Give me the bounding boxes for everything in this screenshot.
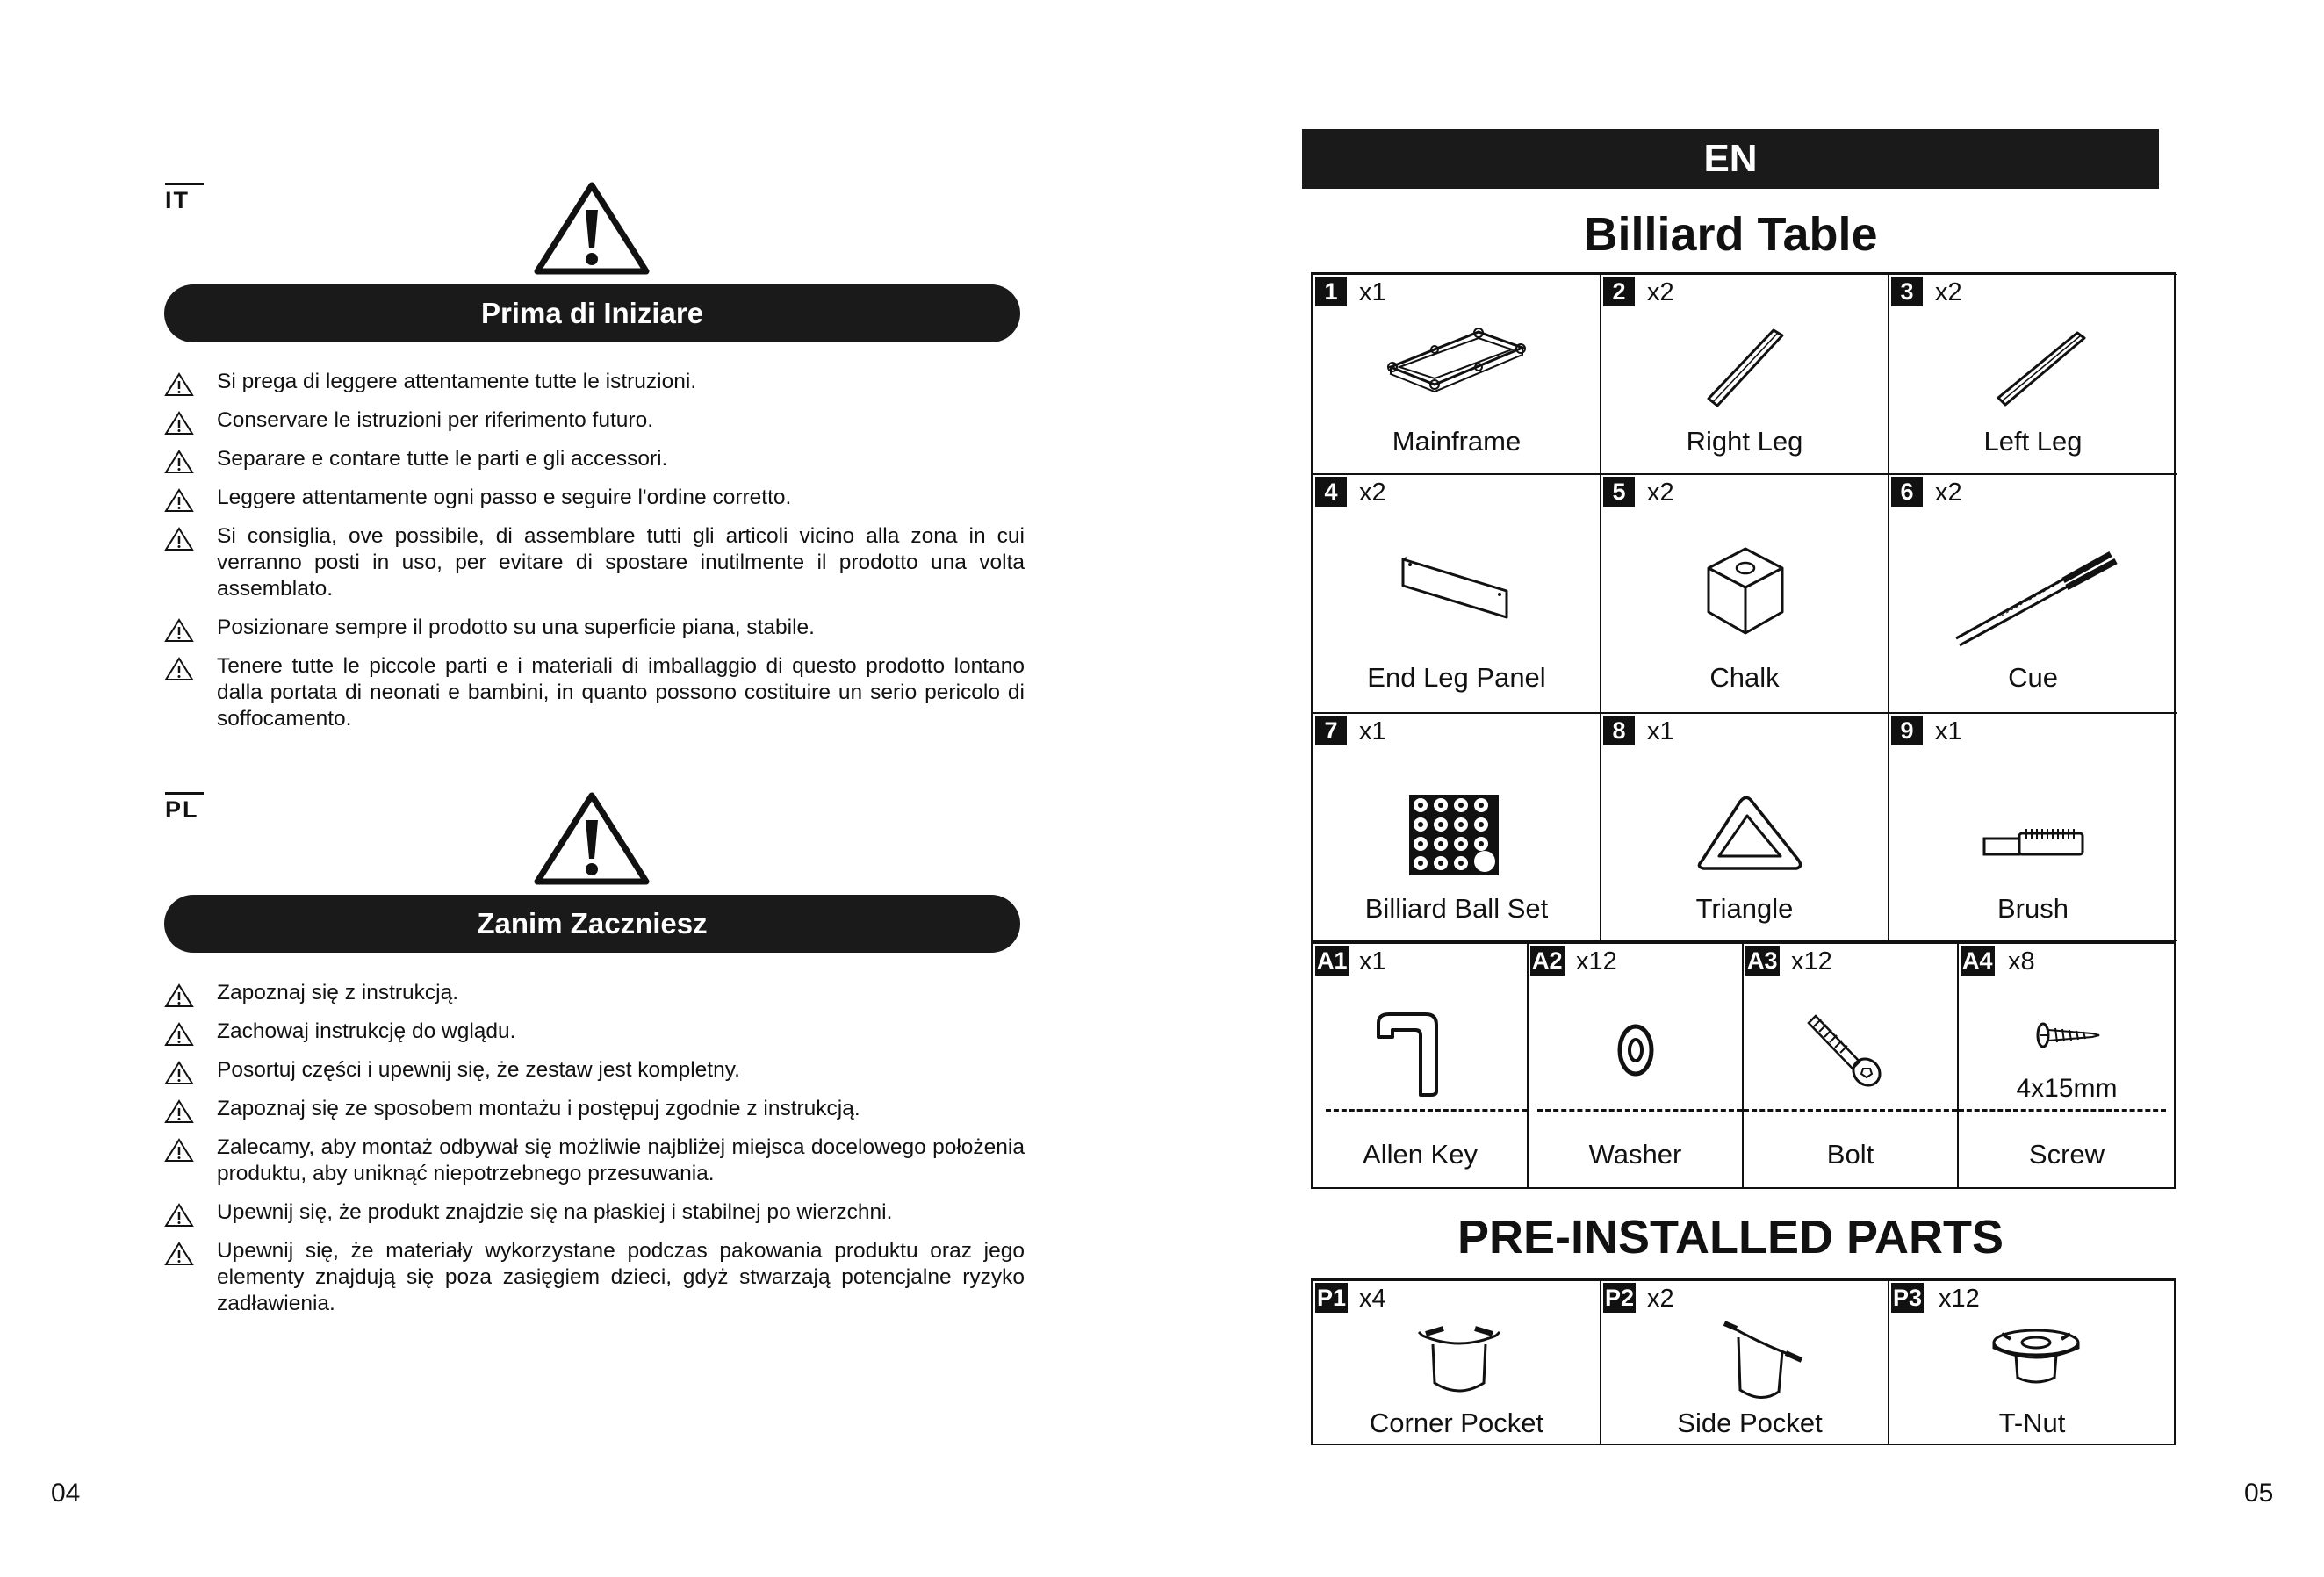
part-label: Side Pocket — [1677, 1408, 1823, 1438]
part-cell-3 — [1889, 274, 2177, 474]
warning-list-pl — [164, 980, 1025, 1329]
part-number: A4 — [1962, 947, 1993, 974]
part-cell-6 — [1889, 474, 2177, 713]
page-number-right: 05 — [2244, 1479, 2274, 1508]
hardware-cell-a3 — [1743, 943, 1958, 1189]
part-number: P1 — [1317, 1285, 1347, 1311]
language-bar-en: EN — [1302, 129, 2159, 189]
part-number: 1 — [1315, 277, 1347, 306]
part-quantity: x2 — [1935, 479, 1962, 507]
part-cell-4 — [1313, 474, 1601, 713]
small-warning-icon — [164, 618, 194, 643]
list-item: Leggere attentamente ogni passo e seguire l'ordine corretto. — [164, 485, 1025, 511]
language-tag-it: IT — [165, 183, 204, 214]
list-item: Si prega di leggere attentamente tutte le istruzioni. — [164, 369, 1025, 395]
part-number: P2 — [1605, 1285, 1635, 1311]
mainframe-icon — [1382, 323, 1531, 393]
warning-triangle-icon — [532, 180, 651, 277]
corner-pocket-icon — [1417, 1325, 1501, 1399]
triangle-icon — [1693, 793, 1807, 874]
part-label: Washer — [1588, 1139, 1682, 1170]
part-label: Billiard Ball Set — [1364, 893, 1549, 924]
list-item: Tenere tutte le piccole parti e i materiali di imballaggio di questo prodotto lontano dalla portata di neonati e bambini, in quanto possono costituire un serio pericolo di soffocamento. — [164, 653, 1025, 732]
part-number: 6 — [1891, 477, 1923, 507]
part-label: Corner Pocket — [1369, 1408, 1544, 1438]
side-pocket-icon — [1721, 1320, 1805, 1408]
part-number: 4 — [1315, 477, 1347, 507]
part-label: Right Leg — [1686, 426, 1803, 457]
part-quantity: x12 — [1576, 947, 1617, 976]
hardware-cell-a2 — [1528, 943, 1743, 1189]
ball-set-icon — [1407, 793, 1500, 877]
part-quantity: x2 — [1647, 1285, 1674, 1313]
part-label: Triangle — [1695, 893, 1794, 924]
part-number: 5 — [1603, 477, 1635, 507]
part-number: A2 — [1532, 947, 1563, 974]
list-item: Zachowaj instrukcję do wglądu. — [164, 1019, 1025, 1045]
small-warning-icon — [164, 1061, 194, 1085]
part-label: Brush — [1997, 893, 2069, 924]
small-warning-icon — [164, 1138, 194, 1163]
section-heading-pl: Zanim Zaczniesz — [164, 895, 1020, 953]
end-leg-panel-icon — [1399, 554, 1514, 624]
small-warning-icon — [164, 1242, 194, 1266]
part-cell-2 — [1601, 274, 1889, 474]
preinstalled-cell-p2 — [1601, 1280, 1889, 1445]
brush-icon — [1982, 826, 2086, 858]
list-item: Upewnij się, że materiały wykorzystane podczas pakowania produktu oraz jego elementy znajdują się poza zasięgiem dzieci, gdyż stwarzają potencjalne ryzyko zadławienia. — [164, 1238, 1025, 1317]
part-quantity: x1 — [1935, 717, 1962, 745]
small-warning-icon — [164, 1203, 194, 1228]
part-quantity: x2 — [1647, 278, 1674, 306]
part-number: A1 — [1317, 947, 1348, 974]
warning-list-it — [164, 369, 1025, 745]
hardware-cell-a1 — [1313, 943, 1528, 1189]
part-cell-8 — [1601, 713, 1889, 941]
part-label: Allen Key — [1363, 1139, 1478, 1170]
preinstalled-cell-p3 — [1889, 1280, 2176, 1445]
t-nut-icon — [1989, 1325, 2083, 1386]
part-quantity: x2 — [1935, 278, 1962, 306]
right-leg-icon — [1702, 323, 1789, 411]
part-label: Left Leg — [1983, 426, 2083, 457]
page-number-left: 04 — [51, 1479, 81, 1508]
cue-icon — [1949, 545, 2125, 651]
small-warning-icon — [164, 411, 194, 436]
small-warning-icon — [164, 450, 194, 474]
chalk-icon — [1705, 545, 1786, 637]
list-item: Posizionare sempre il prodotto su una superficie piana, stabile. — [164, 615, 1025, 641]
screw-icon — [2031, 1019, 2101, 1051]
parts-grid — [1311, 272, 2176, 942]
part-quantity: x2 — [1359, 479, 1386, 507]
part-label: Chalk — [1709, 662, 1780, 693]
list-item: Zapoznaj się z instrukcją. — [164, 980, 1025, 1006]
washer-icon — [1616, 1023, 1655, 1077]
bolt-icon — [1802, 1011, 1889, 1090]
part-number: A3 — [1747, 947, 1778, 974]
hardware-grid — [1311, 941, 2176, 1189]
part-number: 2 — [1603, 277, 1635, 306]
small-warning-icon — [164, 983, 194, 1008]
part-label: Cue — [2008, 662, 2058, 693]
part-quantity: x12 — [1939, 1285, 1980, 1313]
part-number: 3 — [1891, 277, 1923, 306]
list-item: Conservare le istruzioni per riferimento futuro. — [164, 407, 1025, 434]
part-number: 9 — [1891, 716, 1923, 745]
part-number: P3 — [1893, 1285, 1923, 1311]
small-warning-icon — [164, 488, 194, 513]
part-cell-5 — [1601, 474, 1889, 713]
language-tag-pl: PL — [165, 792, 204, 824]
preinstalled-cell-p1 — [1313, 1280, 1601, 1445]
part-cell-9 — [1889, 713, 2177, 941]
list-item: Si consiglia, ove possibile, di assemblare tutti gli articoli vicino alla zona in cui verranno posti in uso, per evitare di spostare inutilmente il prodotto una volta assemblato. — [164, 523, 1025, 602]
part-quantity: x4 — [1359, 1285, 1386, 1313]
part-cell-1 — [1313, 274, 1601, 474]
hardware-cell-a4 — [1958, 943, 2176, 1189]
part-quantity: x12 — [1791, 947, 1832, 976]
part-quantity: x1 — [1647, 717, 1674, 745]
small-warning-icon — [164, 527, 194, 551]
part-label: End Leg Panel — [1367, 662, 1546, 693]
list-item: Upewnij się, że produkt znajdzie się na płaskiej i stabilnej po wierzchni. — [164, 1199, 1025, 1226]
preinstalled-title: PRE-INSTALLED PARTS — [1457, 1211, 2004, 1264]
part-quantity: x1 — [1359, 717, 1386, 745]
list-item: Zalecamy, aby montaż odbywał się możliwie najbliżej miejsca docelowego położenia produktu, aby uniknąć niepotrzebnego przesuwania. — [164, 1134, 1025, 1187]
small-warning-icon — [164, 1099, 194, 1124]
screw-size-label: 4x15mm — [2016, 1074, 2118, 1103]
left-leg-icon — [1993, 328, 2090, 411]
part-quantity: x8 — [2008, 947, 2035, 976]
part-cell-7 — [1313, 713, 1601, 941]
section-heading-it: Prima di Iniziare — [164, 284, 1020, 342]
part-label: Mainframe — [1392, 426, 1522, 457]
part-label: T-Nut — [1998, 1408, 2066, 1438]
part-quantity: x2 — [1647, 479, 1674, 507]
part-quantity: x1 — [1359, 278, 1386, 306]
small-warning-icon — [164, 372, 194, 397]
list-item: Posortuj części i upewnij się, że zestaw jest kompletny. — [164, 1057, 1025, 1084]
small-warning-icon — [164, 1022, 194, 1047]
list-item: Zapoznaj się ze sposobem montażu i postępuj zgodnie z instrukcją. — [164, 1096, 1025, 1122]
preinstalled-grid — [1311, 1278, 2176, 1445]
small-warning-icon — [164, 657, 194, 681]
warning-triangle-icon — [532, 790, 651, 887]
allen-key-icon — [1373, 1011, 1443, 1098]
page-title: Billiard Table — [1583, 208, 1878, 261]
part-number: 8 — [1603, 716, 1635, 745]
part-label: Bolt — [1826, 1139, 1874, 1170]
part-quantity: x1 — [1359, 947, 1386, 976]
part-label: Screw — [2028, 1139, 2105, 1170]
list-item: Separare e contare tutte le parti e gli accessori. — [164, 446, 1025, 472]
part-number: 7 — [1315, 716, 1347, 745]
